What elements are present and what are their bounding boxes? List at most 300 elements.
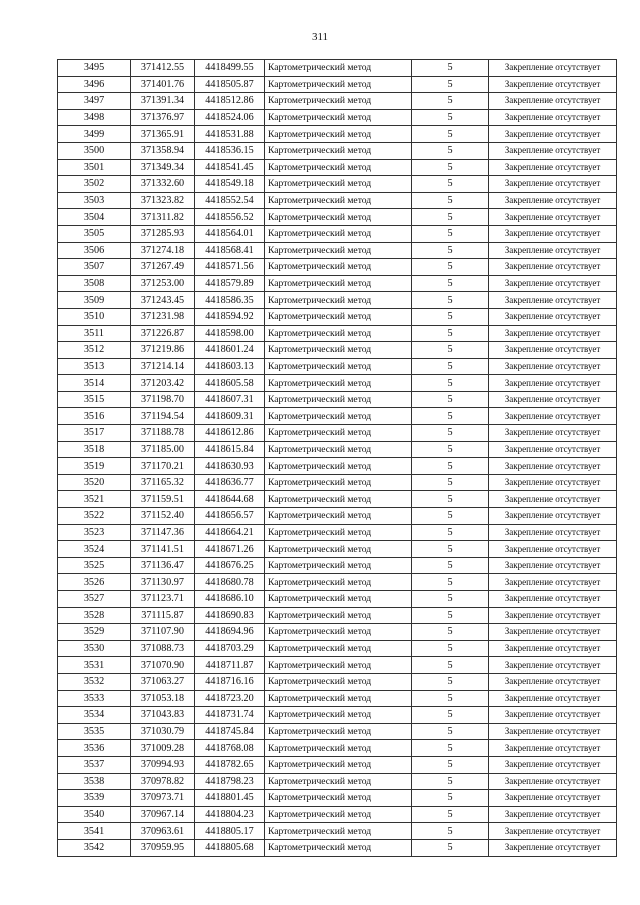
- method-cell: Картометрический метод: [265, 524, 412, 541]
- accuracy-cell: 5: [412, 375, 489, 392]
- y-coordinate-cell: 4418536.15: [195, 142, 265, 159]
- accuracy-cell: 5: [412, 142, 489, 159]
- fixing-cell: Закрепление отсутствует: [489, 474, 617, 491]
- point-number-cell: 3542: [58, 839, 131, 856]
- accuracy-cell: 5: [412, 458, 489, 475]
- fixing-cell: Закрепление отсутствует: [489, 142, 617, 159]
- method-cell: Картометрический метод: [265, 126, 412, 143]
- fixing-cell: Закрепление отсутствует: [489, 640, 617, 657]
- x-coordinate-cell: 371253.00: [131, 275, 195, 292]
- method-cell: Картометрический метод: [265, 275, 412, 292]
- x-coordinate-cell: 370973.71: [131, 790, 195, 807]
- point-number-cell: 3496: [58, 76, 131, 93]
- accuracy-cell: 5: [412, 607, 489, 624]
- x-coordinate-cell: 371203.42: [131, 375, 195, 392]
- x-coordinate-cell: 370963.61: [131, 823, 195, 840]
- point-number-cell: 3514: [58, 375, 131, 392]
- fixing-cell: Закрепление отсутствует: [489, 607, 617, 624]
- y-coordinate-cell: 4418499.55: [195, 60, 265, 77]
- table-row: [58, 275, 617, 292]
- table-row: [58, 806, 617, 823]
- fixing-cell: Закрепление отсутствует: [489, 242, 617, 259]
- x-coordinate-cell: 370959.95: [131, 839, 195, 856]
- x-coordinate-cell: 371070.90: [131, 657, 195, 674]
- point-number-cell: 3506: [58, 242, 131, 259]
- method-cell: Картометрический метод: [265, 591, 412, 608]
- y-coordinate-cell: 4418552.54: [195, 192, 265, 209]
- method-cell: Картометрический метод: [265, 192, 412, 209]
- fixing-cell: Закрепление отсутствует: [489, 541, 617, 558]
- y-coordinate-cell: 4418598.00: [195, 325, 265, 342]
- method-cell: Картометрический метод: [265, 292, 412, 309]
- y-coordinate-cell: 4418723.20: [195, 690, 265, 707]
- accuracy-cell: 5: [412, 408, 489, 425]
- fixing-cell: Закрепление отсутствует: [489, 557, 617, 574]
- table-row: [58, 474, 617, 491]
- accuracy-cell: 5: [412, 624, 489, 641]
- table-row: [58, 790, 617, 807]
- table-row: [58, 441, 617, 458]
- method-cell: Картометрический метод: [265, 723, 412, 740]
- x-coordinate-cell: 371107.90: [131, 624, 195, 641]
- table-row: [58, 723, 617, 740]
- x-coordinate-cell: 371332.60: [131, 176, 195, 193]
- method-cell: Картометрический метод: [265, 773, 412, 790]
- x-coordinate-cell: 371115.87: [131, 607, 195, 624]
- fixing-cell: Закрепление отсутствует: [489, 192, 617, 209]
- accuracy-cell: 5: [412, 756, 489, 773]
- y-coordinate-cell: 4418615.84: [195, 441, 265, 458]
- page-number: 311: [311, 31, 329, 43]
- y-coordinate-cell: 4418605.58: [195, 375, 265, 392]
- y-coordinate-cell: 4418612.86: [195, 425, 265, 442]
- point-number-cell: 3530: [58, 640, 131, 657]
- x-coordinate-cell: 371130.97: [131, 574, 195, 591]
- x-coordinate-cell: 371311.82: [131, 209, 195, 226]
- accuracy-cell: 5: [412, 192, 489, 209]
- method-cell: Картометрический метод: [265, 657, 412, 674]
- x-coordinate-cell: 371412.55: [131, 60, 195, 77]
- accuracy-cell: 5: [412, 591, 489, 608]
- y-coordinate-cell: 4418541.45: [195, 159, 265, 176]
- y-coordinate-cell: 4418680.78: [195, 574, 265, 591]
- method-cell: Картометрический метод: [265, 707, 412, 724]
- fixing-cell: Закрепление отсутствует: [489, 76, 617, 93]
- accuracy-cell: 5: [412, 790, 489, 807]
- fixing-cell: Закрепление отсутствует: [489, 574, 617, 591]
- table-row: [58, 690, 617, 707]
- accuracy-cell: 5: [412, 325, 489, 342]
- x-coordinate-cell: 371009.28: [131, 740, 195, 757]
- table-row: [58, 391, 617, 408]
- y-coordinate-cell: 4418601.24: [195, 342, 265, 359]
- fixing-cell: Закрепление отсутствует: [489, 209, 617, 226]
- method-cell: Картометрический метод: [265, 308, 412, 325]
- method-cell: Картометрический метод: [265, 756, 412, 773]
- table-row: [58, 225, 617, 242]
- method-cell: Картометрический метод: [265, 557, 412, 574]
- point-number-cell: 3505: [58, 225, 131, 242]
- accuracy-cell: 5: [412, 342, 489, 359]
- table-row: [58, 740, 617, 757]
- method-cell: Картометрический метод: [265, 159, 412, 176]
- fixing-cell: Закрепление отсутствует: [489, 591, 617, 608]
- point-number-cell: 3524: [58, 541, 131, 558]
- table-row: [58, 242, 617, 259]
- table-row: [58, 408, 617, 425]
- accuracy-cell: 5: [412, 76, 489, 93]
- fixing-cell: Закрепление отсутствует: [489, 292, 617, 309]
- method-cell: Картометрический метод: [265, 142, 412, 159]
- x-coordinate-cell: 371136.47: [131, 557, 195, 574]
- y-coordinate-cell: 4418644.68: [195, 491, 265, 508]
- y-coordinate-cell: 4418671.26: [195, 541, 265, 558]
- point-number-cell: 3523: [58, 524, 131, 541]
- y-coordinate-cell: 4418768.08: [195, 740, 265, 757]
- fixing-cell: Закрепление отсутствует: [489, 60, 617, 77]
- y-coordinate-cell: 4418636.77: [195, 474, 265, 491]
- accuracy-cell: 5: [412, 425, 489, 442]
- point-number-cell: 3510: [58, 308, 131, 325]
- method-cell: Картометрический метод: [265, 358, 412, 375]
- y-coordinate-cell: 4418711.87: [195, 657, 265, 674]
- method-cell: Картометрический метод: [265, 259, 412, 276]
- point-number-cell: 3541: [58, 823, 131, 840]
- point-number-cell: 3540: [58, 806, 131, 823]
- x-coordinate-cell: 370967.14: [131, 806, 195, 823]
- point-number-cell: 3534: [58, 707, 131, 724]
- y-coordinate-cell: 4418801.45: [195, 790, 265, 807]
- coordinates-table-body: [58, 60, 617, 857]
- y-coordinate-cell: 4418564.01: [195, 225, 265, 242]
- y-coordinate-cell: 4418524.06: [195, 109, 265, 126]
- point-number-cell: 3538: [58, 773, 131, 790]
- accuracy-cell: 5: [412, 690, 489, 707]
- method-cell: Картометрический метод: [265, 342, 412, 359]
- method-cell: Картометрический метод: [265, 325, 412, 342]
- fixing-cell: Закрепление отсутствует: [489, 673, 617, 690]
- y-coordinate-cell: 4418609.31: [195, 408, 265, 425]
- table-row: [58, 159, 617, 176]
- x-coordinate-cell: 371123.71: [131, 591, 195, 608]
- y-coordinate-cell: 4418745.84: [195, 723, 265, 740]
- y-coordinate-cell: 4418798.23: [195, 773, 265, 790]
- accuracy-cell: 5: [412, 176, 489, 193]
- y-coordinate-cell: 4418656.57: [195, 508, 265, 525]
- y-coordinate-cell: 4418694.96: [195, 624, 265, 641]
- point-number-cell: 3511: [58, 325, 131, 342]
- x-coordinate-cell: 371030.79: [131, 723, 195, 740]
- fixing-cell: Закрепление отсутствует: [489, 159, 617, 176]
- point-number-cell: 3539: [58, 790, 131, 807]
- accuracy-cell: 5: [412, 723, 489, 740]
- y-coordinate-cell: 4418690.83: [195, 607, 265, 624]
- point-number-cell: 3497: [58, 93, 131, 110]
- fixing-cell: Закрепление отсутствует: [489, 524, 617, 541]
- point-number-cell: 3531: [58, 657, 131, 674]
- table-row: [58, 375, 617, 392]
- x-coordinate-cell: 371165.32: [131, 474, 195, 491]
- accuracy-cell: 5: [412, 839, 489, 856]
- y-coordinate-cell: 4418531.88: [195, 126, 265, 143]
- x-coordinate-cell: 371231.98: [131, 308, 195, 325]
- y-coordinate-cell: 4418512.86: [195, 93, 265, 110]
- point-number-cell: 3529: [58, 624, 131, 641]
- table-row: [58, 557, 617, 574]
- fixing-cell: Закрепление отсутствует: [489, 657, 617, 674]
- y-coordinate-cell: 4418703.29: [195, 640, 265, 657]
- x-coordinate-cell: 371226.87: [131, 325, 195, 342]
- y-coordinate-cell: 4418805.17: [195, 823, 265, 840]
- point-number-cell: 3532: [58, 673, 131, 690]
- accuracy-cell: 5: [412, 806, 489, 823]
- method-cell: Картометрический метод: [265, 823, 412, 840]
- table-row: [58, 93, 617, 110]
- method-cell: Картометрический метод: [265, 93, 412, 110]
- fixing-cell: Закрепление отсутствует: [489, 707, 617, 724]
- fixing-cell: Закрепление отсутствует: [489, 176, 617, 193]
- x-coordinate-cell: 371088.73: [131, 640, 195, 657]
- method-cell: Картометрический метод: [265, 491, 412, 508]
- point-number-cell: 3536: [58, 740, 131, 757]
- point-number-cell: 3513: [58, 358, 131, 375]
- fixing-cell: Закрепление отсутствует: [489, 225, 617, 242]
- table-row: [58, 624, 617, 641]
- table-row: [58, 591, 617, 608]
- accuracy-cell: 5: [412, 474, 489, 491]
- point-number-cell: 3503: [58, 192, 131, 209]
- fixing-cell: Закрепление отсутствует: [489, 93, 617, 110]
- method-cell: Картометрический метод: [265, 176, 412, 193]
- accuracy-cell: 5: [412, 93, 489, 110]
- method-cell: Картометрический метод: [265, 624, 412, 641]
- point-number-cell: 3515: [58, 391, 131, 408]
- y-coordinate-cell: 4418505.87: [195, 76, 265, 93]
- x-coordinate-cell: 371376.97: [131, 109, 195, 126]
- table-row: [58, 60, 617, 77]
- y-coordinate-cell: 4418579.89: [195, 275, 265, 292]
- table-row: [58, 358, 617, 375]
- accuracy-cell: 5: [412, 640, 489, 657]
- fixing-cell: Закрепление отсутствует: [489, 259, 617, 276]
- accuracy-cell: 5: [412, 358, 489, 375]
- method-cell: Картометрический метод: [265, 225, 412, 242]
- table-row: [58, 756, 617, 773]
- point-number-cell: 3517: [58, 425, 131, 442]
- x-coordinate-cell: 371152.40: [131, 508, 195, 525]
- table-row: [58, 76, 617, 93]
- table-row: [58, 524, 617, 541]
- method-cell: Картометрический метод: [265, 790, 412, 807]
- y-coordinate-cell: 4418716.16: [195, 673, 265, 690]
- point-number-cell: 3504: [58, 209, 131, 226]
- x-coordinate-cell: 371053.18: [131, 690, 195, 707]
- accuracy-cell: 5: [412, 242, 489, 259]
- x-coordinate-cell: 371243.45: [131, 292, 195, 309]
- table-row: [58, 209, 617, 226]
- accuracy-cell: 5: [412, 109, 489, 126]
- table-row: [58, 640, 617, 657]
- x-coordinate-cell: 371188.78: [131, 425, 195, 442]
- fixing-cell: Закрепление отсутствует: [489, 790, 617, 807]
- table-row: [58, 491, 617, 508]
- method-cell: Картометрический метод: [265, 441, 412, 458]
- x-coordinate-cell: 371141.51: [131, 541, 195, 558]
- x-coordinate-cell: 371198.70: [131, 391, 195, 408]
- fixing-cell: Закрепление отсутствует: [489, 690, 617, 707]
- method-cell: Картометрический метод: [265, 209, 412, 226]
- table-row: [58, 607, 617, 624]
- fixing-cell: Закрепление отсутствует: [489, 126, 617, 143]
- table-row: [58, 126, 617, 143]
- method-cell: Картометрический метод: [265, 740, 412, 757]
- y-coordinate-cell: 4418805.68: [195, 839, 265, 856]
- accuracy-cell: 5: [412, 159, 489, 176]
- accuracy-cell: 5: [412, 740, 489, 757]
- method-cell: Картометрический метод: [265, 408, 412, 425]
- y-coordinate-cell: 4418603.13: [195, 358, 265, 375]
- y-coordinate-cell: 4418630.93: [195, 458, 265, 475]
- y-coordinate-cell: 4418594.92: [195, 308, 265, 325]
- method-cell: Картометрический метод: [265, 391, 412, 408]
- point-number-cell: 3500: [58, 142, 131, 159]
- fixing-cell: Закрепление отсутствует: [489, 441, 617, 458]
- method-cell: Картометрический метод: [265, 375, 412, 392]
- coordinates-table: [57, 59, 617, 857]
- x-coordinate-cell: 371358.94: [131, 142, 195, 159]
- table-row: [58, 109, 617, 126]
- x-coordinate-cell: 371147.36: [131, 524, 195, 541]
- y-coordinate-cell: 4418586.35: [195, 292, 265, 309]
- accuracy-cell: 5: [412, 275, 489, 292]
- method-cell: Картометрический метод: [265, 425, 412, 442]
- point-number-cell: 3507: [58, 259, 131, 276]
- point-number-cell: 3535: [58, 723, 131, 740]
- x-coordinate-cell: 371214.14: [131, 358, 195, 375]
- method-cell: Картометрический метод: [265, 458, 412, 475]
- y-coordinate-cell: 4418571.56: [195, 259, 265, 276]
- fixing-cell: Закрепление отсутствует: [489, 275, 617, 292]
- point-number-cell: 3516: [58, 408, 131, 425]
- accuracy-cell: 5: [412, 308, 489, 325]
- x-coordinate-cell: 371401.76: [131, 76, 195, 93]
- method-cell: Картометрический метод: [265, 673, 412, 690]
- x-coordinate-cell: 371043.83: [131, 707, 195, 724]
- method-cell: Картометрический метод: [265, 640, 412, 657]
- table-row: [58, 839, 617, 856]
- table-row: [58, 176, 617, 193]
- table-row: [58, 292, 617, 309]
- x-coordinate-cell: 371159.51: [131, 491, 195, 508]
- point-number-cell: 3512: [58, 342, 131, 359]
- fixing-cell: Закрепление отсутствует: [489, 325, 617, 342]
- accuracy-cell: 5: [412, 126, 489, 143]
- fixing-cell: Закрепление отсутствует: [489, 342, 617, 359]
- x-coordinate-cell: 371365.91: [131, 126, 195, 143]
- x-coordinate-cell: 371285.93: [131, 225, 195, 242]
- point-number-cell: 3508: [58, 275, 131, 292]
- point-number-cell: 3518: [58, 441, 131, 458]
- accuracy-cell: 5: [412, 508, 489, 525]
- table-row: [58, 657, 617, 674]
- y-coordinate-cell: 4418607.31: [195, 391, 265, 408]
- fixing-cell: Закрепление отсутствует: [489, 839, 617, 856]
- accuracy-cell: 5: [412, 491, 489, 508]
- point-number-cell: 3519: [58, 458, 131, 475]
- point-number-cell: 3521: [58, 491, 131, 508]
- point-number-cell: 3520: [58, 474, 131, 491]
- method-cell: Картометрический метод: [265, 474, 412, 491]
- point-number-cell: 3528: [58, 607, 131, 624]
- table-row: [58, 458, 617, 475]
- x-coordinate-cell: 371391.34: [131, 93, 195, 110]
- fixing-cell: Закрепление отсутствует: [489, 806, 617, 823]
- x-coordinate-cell: 370994.93: [131, 756, 195, 773]
- point-number-cell: 3495: [58, 60, 131, 77]
- x-coordinate-cell: 371349.34: [131, 159, 195, 176]
- x-coordinate-cell: 371274.18: [131, 242, 195, 259]
- fixing-cell: Закрепление отсутствует: [489, 624, 617, 641]
- x-coordinate-cell: 371194.54: [131, 408, 195, 425]
- y-coordinate-cell: 4418676.25: [195, 557, 265, 574]
- point-number-cell: 3522: [58, 508, 131, 525]
- accuracy-cell: 5: [412, 657, 489, 674]
- table-row: [58, 541, 617, 558]
- point-number-cell: 3509: [58, 292, 131, 309]
- method-cell: Картометрический метод: [265, 839, 412, 856]
- point-number-cell: 3537: [58, 756, 131, 773]
- y-coordinate-cell: 4418556.52: [195, 209, 265, 226]
- method-cell: Картометрический метод: [265, 76, 412, 93]
- fixing-cell: Закрепление отсутствует: [489, 773, 617, 790]
- table-row: [58, 707, 617, 724]
- fixing-cell: Закрепление отсутствует: [489, 740, 617, 757]
- y-coordinate-cell: 4418549.18: [195, 176, 265, 193]
- table-row: [58, 673, 617, 690]
- x-coordinate-cell: 371323.82: [131, 192, 195, 209]
- table-row: [58, 773, 617, 790]
- method-cell: Картометрический метод: [265, 60, 412, 77]
- point-number-cell: 3498: [58, 109, 131, 126]
- accuracy-cell: 5: [412, 707, 489, 724]
- y-coordinate-cell: 4418568.41: [195, 242, 265, 259]
- fixing-cell: Закрепление отсутствует: [489, 308, 617, 325]
- fixing-cell: Закрепление отсутствует: [489, 109, 617, 126]
- accuracy-cell: 5: [412, 60, 489, 77]
- fixing-cell: Закрепление отсутствует: [489, 823, 617, 840]
- x-coordinate-cell: 371267.49: [131, 259, 195, 276]
- point-number-cell: 3525: [58, 557, 131, 574]
- y-coordinate-cell: 4418686.10: [195, 591, 265, 608]
- accuracy-cell: 5: [412, 209, 489, 226]
- point-number-cell: 3499: [58, 126, 131, 143]
- fixing-cell: Закрепление отсутствует: [489, 491, 617, 508]
- y-coordinate-cell: 4418664.21: [195, 524, 265, 541]
- method-cell: Картометрический метод: [265, 574, 412, 591]
- table-row: [58, 308, 617, 325]
- table-row: [58, 574, 617, 591]
- fixing-cell: Закрепление отсутствует: [489, 756, 617, 773]
- accuracy-cell: 5: [412, 225, 489, 242]
- table-row: [58, 425, 617, 442]
- table-row: [58, 508, 617, 525]
- accuracy-cell: 5: [412, 557, 489, 574]
- fixing-cell: Закрепление отсутствует: [489, 375, 617, 392]
- table-row: [58, 325, 617, 342]
- fixing-cell: Закрепление отсутствует: [489, 408, 617, 425]
- x-coordinate-cell: 371185.00: [131, 441, 195, 458]
- point-number-cell: 3526: [58, 574, 131, 591]
